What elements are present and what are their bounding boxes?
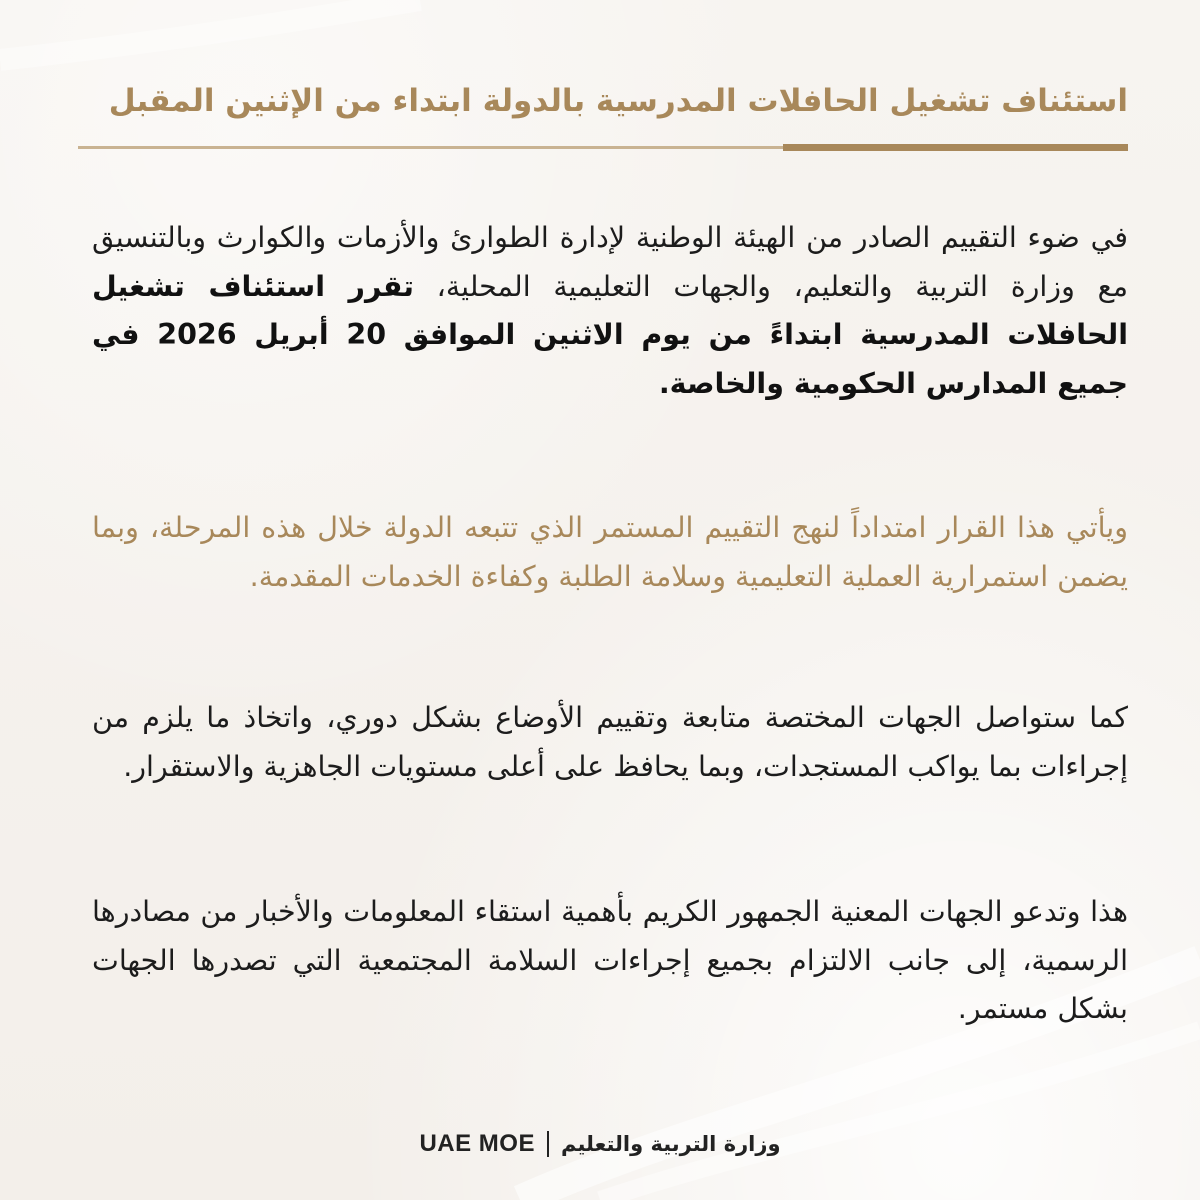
paragraph-monitoring: كما ستواصل الجهات المختصة متابعة وتقييم الأوضاع بشكل دوري، واتخاذ ما يلزم من إجراءات بما يواكب المستجدات، وبما يحافظ على أعلى مستويات الجاهزية والاستقرار. — [92, 701, 1128, 783]
title-divider-accent — [783, 144, 1128, 151]
footer-logo — [0, 1130, 1200, 1158]
announcement-title: استئناف تشغيل الحافلات المدرسية بالدولة ابتداء من الإثنين المقبل — [108, 83, 1128, 119]
footer-english-name: UAE MOE — [419, 1130, 535, 1157]
paragraph-decision — [92, 214, 1128, 408]
paragraph-public-call: هذا وتدعو الجهات المعنية الجمهور الكريم بأهمية استقاء المعلومات والأخبار من مصادرها الرسمية، إلى جانب الالتزام بجميع إجراءات السلامة المجتمعية التي تصدرها الجهات بشكل مستمر. — [92, 895, 1128, 1025]
footer-separator — [547, 1131, 549, 1157]
footer-arabic-name: وزارة التربية والتعليم — [560, 1132, 781, 1156]
paragraph-decision-statement: تقرر استئناف تشغيل الحافلات المدرسية ابتداءً من يوم الاثنين الموافق 20 أبريل 2026 في جميع المدارس الحكومية والخاصة. — [92, 269, 1129, 400]
paragraph-decision-intro: في ضوء التقييم الصادر من الهيئة الوطنية لإدارة الطوارئ والأزمات والكوارث وبالتنسيق مع وزارة التربية والتعليم، والجهات التعليمية المحلية، — [92, 221, 1128, 303]
paragraph-context: ويأتي هذا القرار امتداداً لنهج التقييم المستمر الذي تتبعه الدولة خلال هذه المرحلة، وبما يضمن استمرارية العملية التعليمية وسلامة الطلبة وكفاءة الخدمات المقدمة. — [92, 511, 1128, 593]
